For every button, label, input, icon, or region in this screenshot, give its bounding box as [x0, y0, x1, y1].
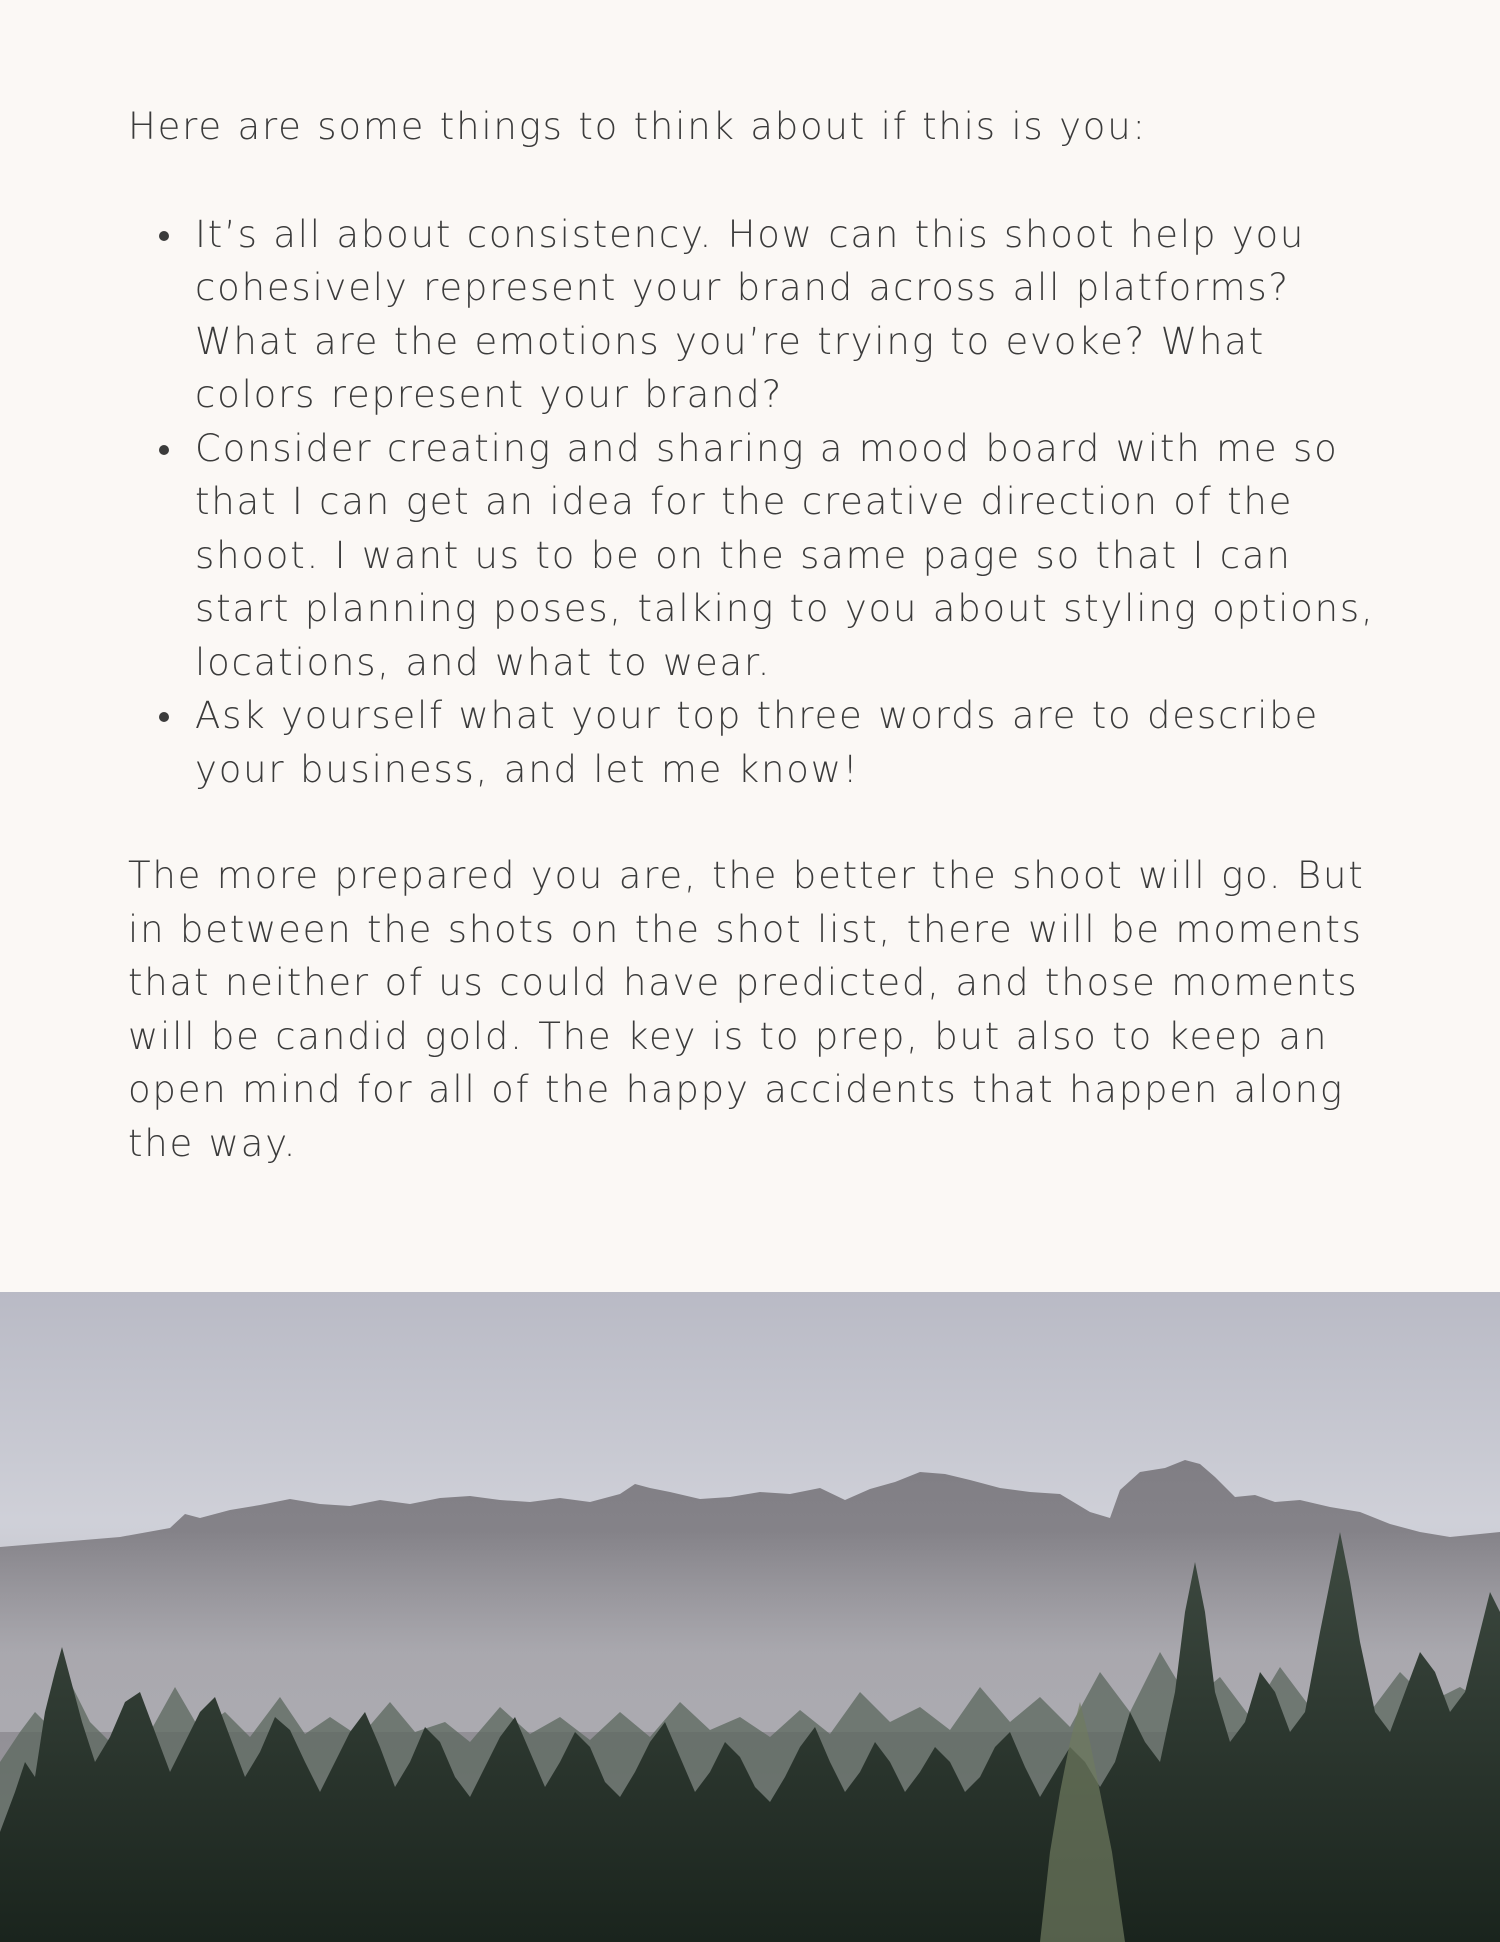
- list-item: Ask yourself what your top three words are to describe your business, and let me know!: [195, 689, 1388, 796]
- document-body: [128, 100, 1388, 1170]
- tips-list: [128, 208, 1388, 797]
- intro-paragraph: Here are some things to think about if this is you:: [128, 105, 1147, 148]
- closing-paragraph: The more prepared you are, the better the shoot will go. But in between the shots on the shot list, there will be moments that neither of us could have predicted, and those moments will be candid gold. The key is to prep, but also to keep an open mind for all of the happy accidents that happen along the way.: [128, 854, 1365, 1165]
- misty-mountain-forest-photo: [0, 1292, 1500, 1942]
- list-item: It’s all about consistency. How can this shoot help you cohesively represent your brand across all platforms? What are the emotions you’re trying to evoke? What colors represent your brand?: [195, 208, 1388, 422]
- list-item: Consider creating and sharing a mood board with me so that I can get an idea for the creative direction of the shoot. I want us to be on the same page so that I can start planning poses, talking to you about styling options, locations, and what to wear.: [195, 422, 1388, 690]
